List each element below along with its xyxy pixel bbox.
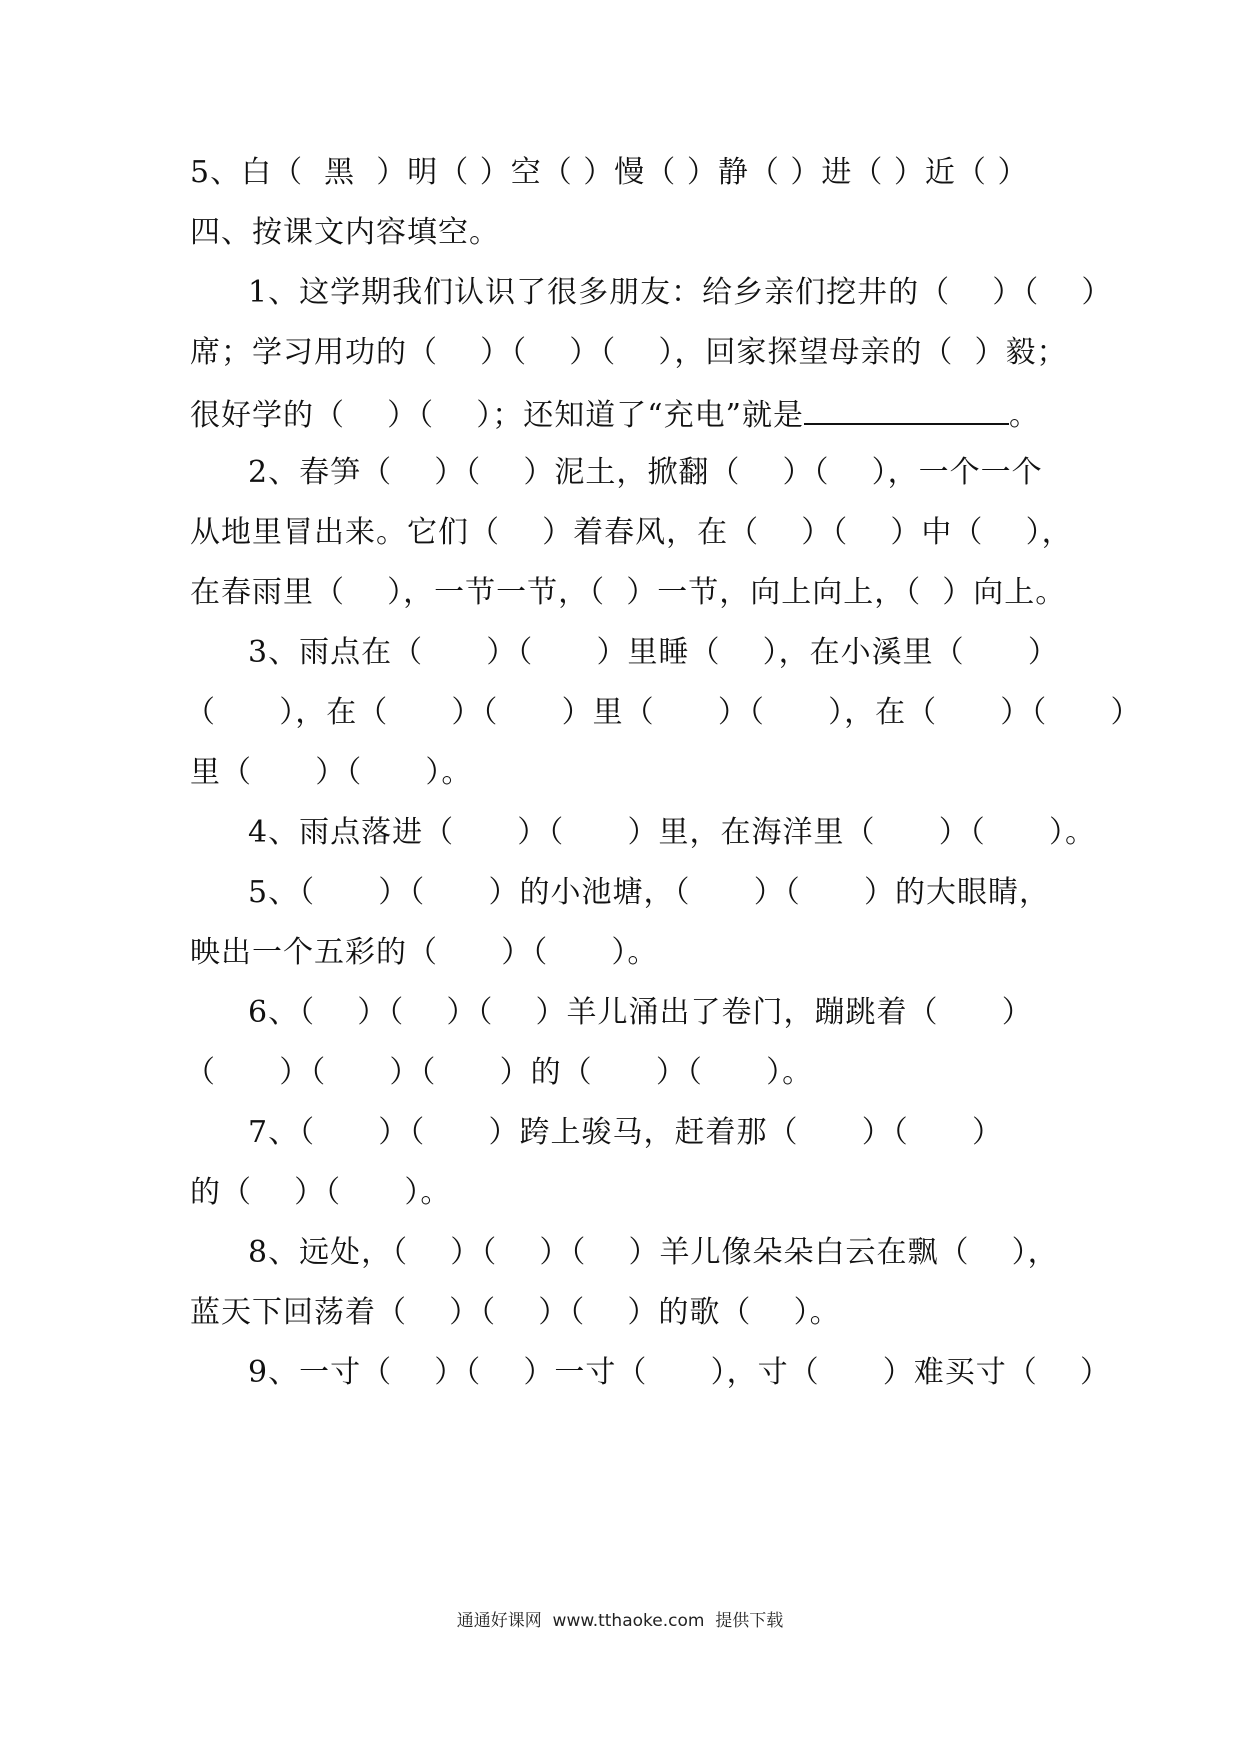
question-6-line-1: 6、（ ）（ ）（ ）羊儿涌出了卷门，蹦跳着（ ） [248,995,1033,1030]
antonym-line-5: 5、白（ 黑 ）明（ ）空（ ）慢（ ）静（ ）进（ ）近（ ） [190,155,1029,190]
question-3-line-1: 3、雨点在（ ）（ ）里睡（ ），在小溪里（ ） [248,635,1059,670]
question-8-line-1: 8、远处，（ ）（ ）（ ）羊儿像朵朵白云在飘（ ）， [248,1235,1059,1270]
question-1-line-3-end: 。 [1008,398,1040,433]
question-1-line-3-text: 很好学的（ ）（ ）；还知道了“充电”就是 [190,398,804,433]
question-1-line-1: 1、这学期我们认识了很多朋友：给乡亲们挖井的（ ）（ ） [248,275,1113,310]
question-1-line-3 [190,393,1060,436]
question-6-line-2: （ ）（ ）（ ）的（ ）（ ）。 [185,1055,814,1090]
question-7-line-2: 的（ ）（ ）。 [190,1175,452,1210]
question-1-line-2: 席；学习用功的（ ）（ ）（ ），回家探望母亲的（ ）毅； [190,335,1068,370]
question-8-line-2: 蓝天下回荡着（ ）（ ）（ ）的歌（ ）。 [190,1295,841,1330]
question-2-line-3: 在春雨里（ ），一节一节，（ ）一节，向上向上，（ ）向上。 [190,575,1067,610]
section-heading-4: 四、按课文内容填空。 [190,215,500,250]
footer-source-text: 通通好课网 www.tthaoke.com 提供下载 [456,1611,784,1631]
question-7-line-1: 7、（ ）（ ）跨上骏马，赶着那（ ）（ ） [248,1115,1003,1150]
question-2-line-2: 从地里冒出来。它们（ ）着春风，在（ ）（ ）中（ ）， [190,515,1073,550]
answer-blank-underline[interactable] [804,393,1009,425]
question-2-line-1: 2、春笋（ ）（ ）泥土，掀翻（ ）（ ），一个一个 [248,455,1043,490]
question-5-line-1: 5、（ ）（ ）的小池塘，（ ）（ ）的大眼睛， [248,875,1050,910]
question-3-line-3: 里（ ）（ ）。 [190,755,473,790]
question-4-line-1: 4、雨点落进（ ）（ ）里，在海洋里（ ）（ ）。 [248,815,1096,850]
question-5-line-2: 映出一个五彩的（ ）（ ）。 [190,935,659,970]
question-3-line-2: （ ），在（ ）（ ）里（ ）（ ），在（ ）（ ） [185,695,1142,730]
question-9-line-1: 9、一寸（ ）（ ）一寸（ ），寸（ ）难买寸（ ） [248,1355,1111,1390]
